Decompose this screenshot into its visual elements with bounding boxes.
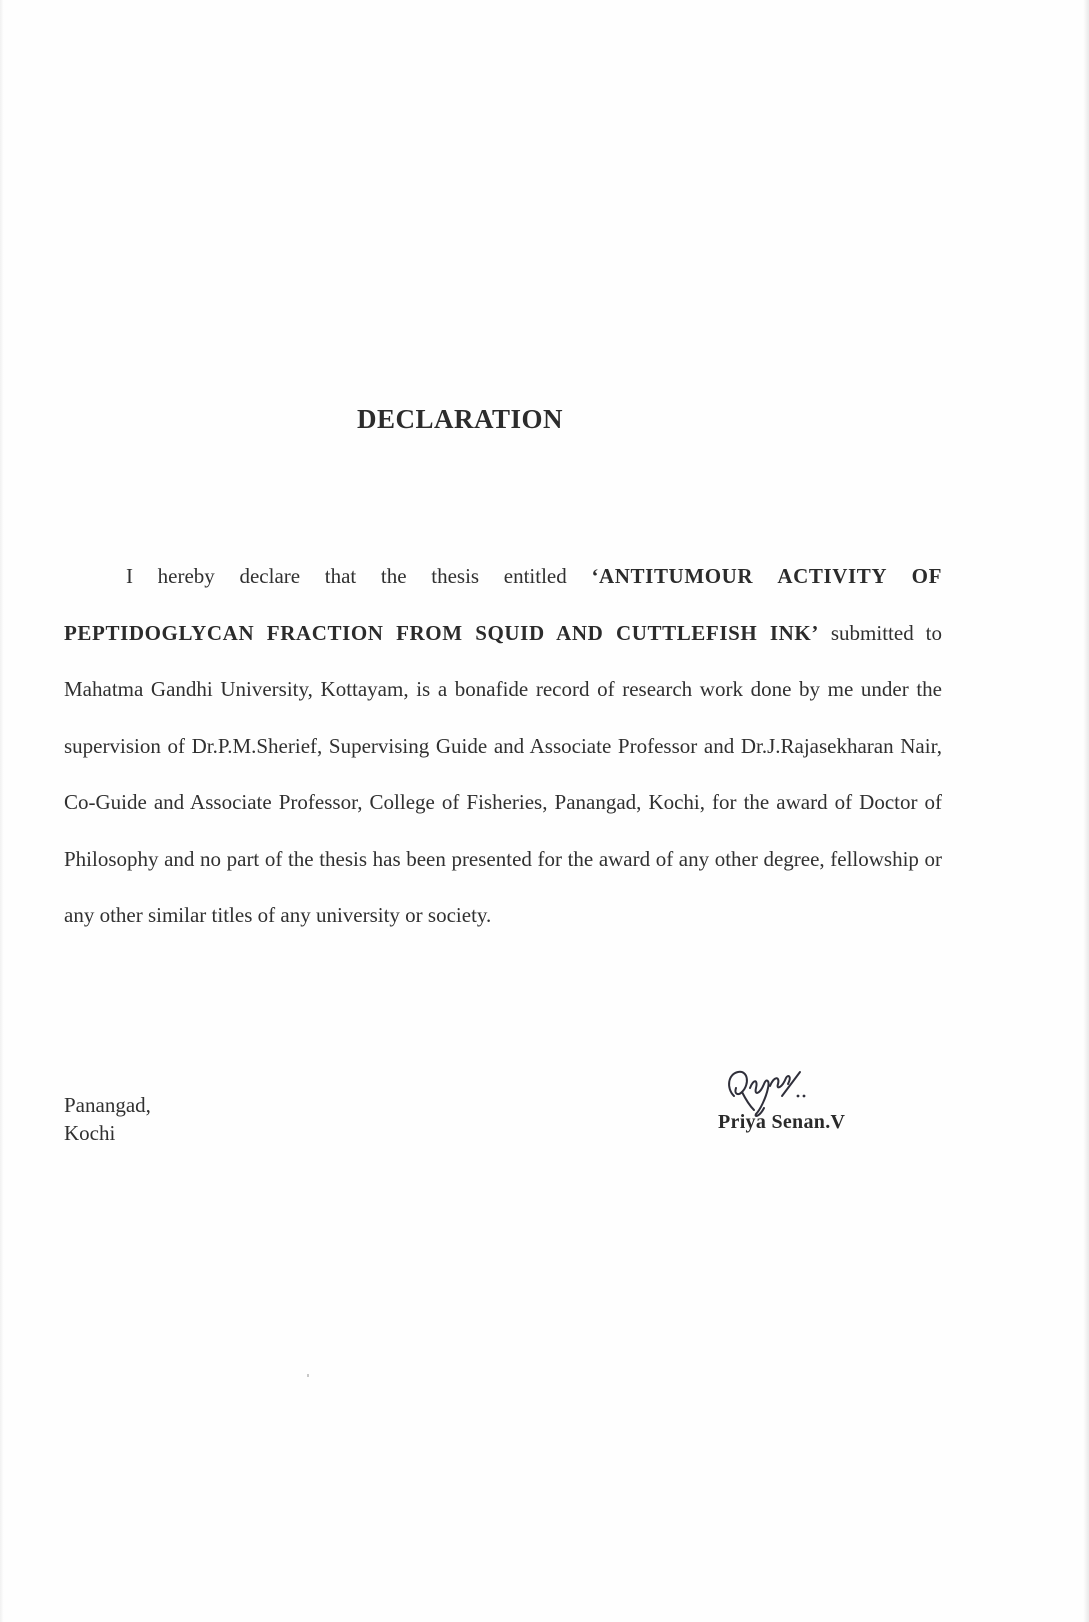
signature-stroke-4	[770, 1076, 790, 1087]
signature-stroke-5	[782, 1072, 800, 1096]
declaration-lead: I hereby declare that the thesis entitled	[126, 564, 592, 588]
scan-right-edge	[1083, 0, 1089, 1622]
declaration-rest: submitted to Mahatma Gandhi University, Kottayam, is a bonafide record of research work done by me under the supervision of Dr.P.M.Sherief, Supervising Guide and Associate Professor and Dr.J.Rajasekharan Nair, Co-Guide and Associate Professor, College of Fisheries, Panangad, Kochi, for the award of Doctor of Philosophy and no part of the thesis has been presented for the award of any other degree, fellowship or any other similar titles of any university or society.	[64, 620, 942, 927]
signature-dot-2	[803, 1095, 806, 1098]
signature-stroke-2	[742, 1092, 754, 1110]
signature-stroke-1	[729, 1072, 747, 1096]
page-title: DECLARATION	[356, 404, 564, 434]
place-line-1: Panangad,	[64, 1093, 151, 1117]
scan-speck	[307, 1374, 309, 1377]
signature-dot-1	[797, 1095, 800, 1098]
declaration-paragraph	[64, 548, 942, 944]
thesis-title: ‘ANTITUMOUR ACTIVITY OF PEPTIDOGLYCAN FRACTION FROM SQUID AND CUTTLEFISH INK’	[64, 564, 942, 645]
signer-name: Priya Senan.V	[718, 1111, 846, 1133]
scan-left-edge	[0, 0, 4, 1622]
signature-block	[716, 1066, 936, 1156]
place-line-2: Kochi	[64, 1121, 116, 1145]
place-block	[64, 1091, 151, 1147]
